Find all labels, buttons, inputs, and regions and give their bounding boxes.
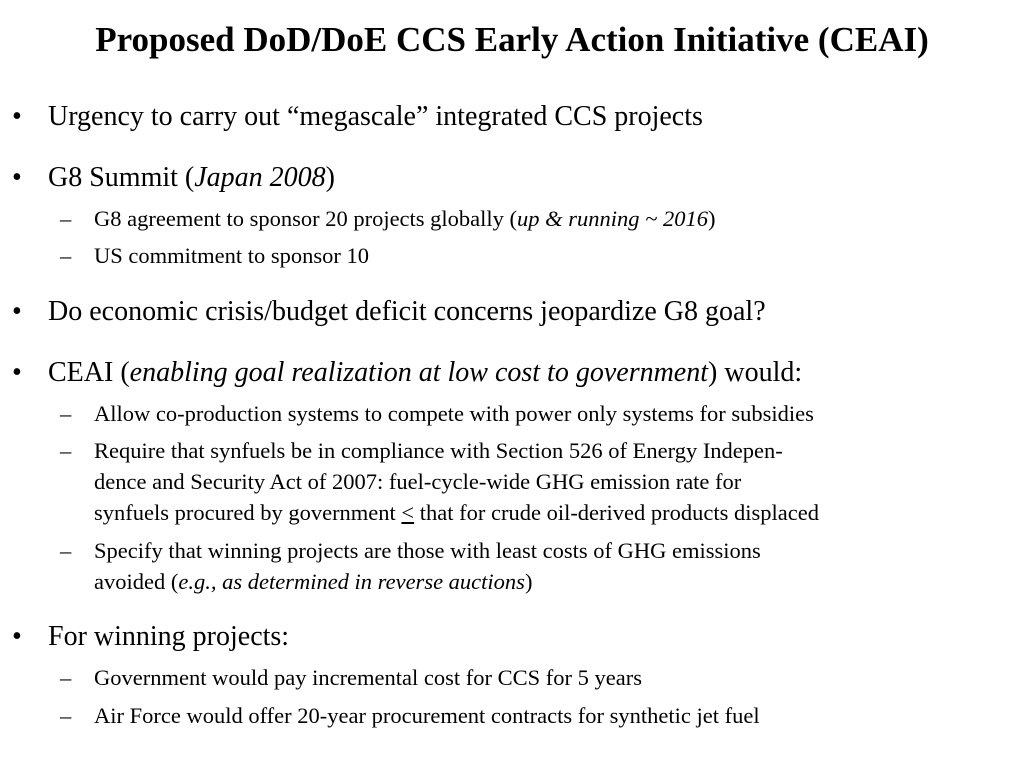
bullet-item-economic-crisis (12, 295, 766, 329)
dash-icon: – (60, 538, 72, 563)
sub-bullet-text: G8 agreement to sponsor 20 projects globally ( (94, 206, 518, 231)
bullet-text: CEAI ( (48, 357, 130, 388)
sub-bullet-air-force (60, 700, 760, 731)
slide-title: Proposed DoD/DoE CCS Early Action Initiative (CEAI) (95, 20, 929, 59)
dash-icon: – (60, 243, 72, 268)
sub-bullet-winning-projects-spec (60, 535, 761, 597)
bullet-text: ) (325, 162, 335, 193)
sub-bullet-line: Specify that winning projects are those with least costs of GHG emissions (94, 538, 761, 563)
sub-bullet-text: Government would pay incremental cost for CCS for 5 years (94, 665, 642, 690)
bullet-item-winning-projects (12, 620, 290, 654)
sub-bullet-text-italic: up & running ~ 2016 (517, 206, 708, 231)
sub-bullet-line (94, 566, 761, 597)
bullet-text-italic: Japan 2008 (194, 162, 326, 193)
bullet-text: For winning projects: (48, 621, 290, 652)
bullet-icon: • (12, 162, 22, 193)
sub-bullet-text: Air Force would offer 20-year procurement contracts for synthetic jet fuel (94, 703, 760, 728)
dash-icon: – (60, 438, 72, 463)
dash-icon: – (60, 665, 72, 690)
sub-bullet-text: ) (524, 569, 533, 594)
bullet-item-ceai (12, 356, 803, 390)
sub-bullet-synfuels-compliance (60, 435, 819, 528)
sub-bullet-g8-agreement (60, 203, 716, 234)
sub-bullet-text: US commitment to sponsor 10 (94, 243, 369, 268)
dash-icon: – (60, 206, 72, 231)
bullet-item-g8-summit (12, 161, 335, 195)
sub-bullet-co-production (60, 398, 814, 429)
less-than-or-equal-symbol: < (401, 500, 415, 525)
sub-bullet-line: dence and Security Act of 2007: fuel-cycle-wide GHG emission rate for (94, 469, 742, 494)
bullet-text-italic: enabling goal realization at low cost to government (129, 357, 709, 388)
dash-icon: – (60, 401, 72, 426)
bullet-icon: • (12, 621, 22, 652)
sub-bullet-text: ) (707, 206, 716, 231)
dash-icon: – (60, 703, 72, 728)
sub-bullet-text: synfuels procured by government (94, 500, 402, 525)
sub-bullet-us-commitment (60, 240, 369, 271)
sub-bullet-text: avoided ( (94, 569, 179, 594)
bullet-item-urgency (12, 100, 703, 134)
bullet-text: G8 Summit ( (48, 162, 195, 193)
sub-bullet-line (94, 497, 819, 528)
bullet-text: Urgency to carry out “megascale” integrated CCS projects (48, 101, 703, 132)
bullet-icon: • (12, 296, 22, 327)
bullet-icon: • (12, 101, 22, 132)
sub-bullet-text: Allow co-production systems to compete with power only systems for subsidies (94, 401, 814, 426)
bullet-icon: • (12, 357, 22, 388)
sub-bullet-text-italic: e.g., as determined in reverse auctions (178, 569, 525, 594)
sub-bullet-line: Require that synfuels be in compliance with Section 526 of Energy Indepen- (94, 438, 783, 463)
bullet-text: ) would: (708, 357, 803, 388)
sub-bullet-text: that for crude oil-derived products displaced (414, 500, 819, 525)
bullet-text: Do economic crisis/budget deficit concerns jeopardize G8 goal? (48, 296, 766, 327)
sub-bullet-government-pay (60, 662, 642, 693)
